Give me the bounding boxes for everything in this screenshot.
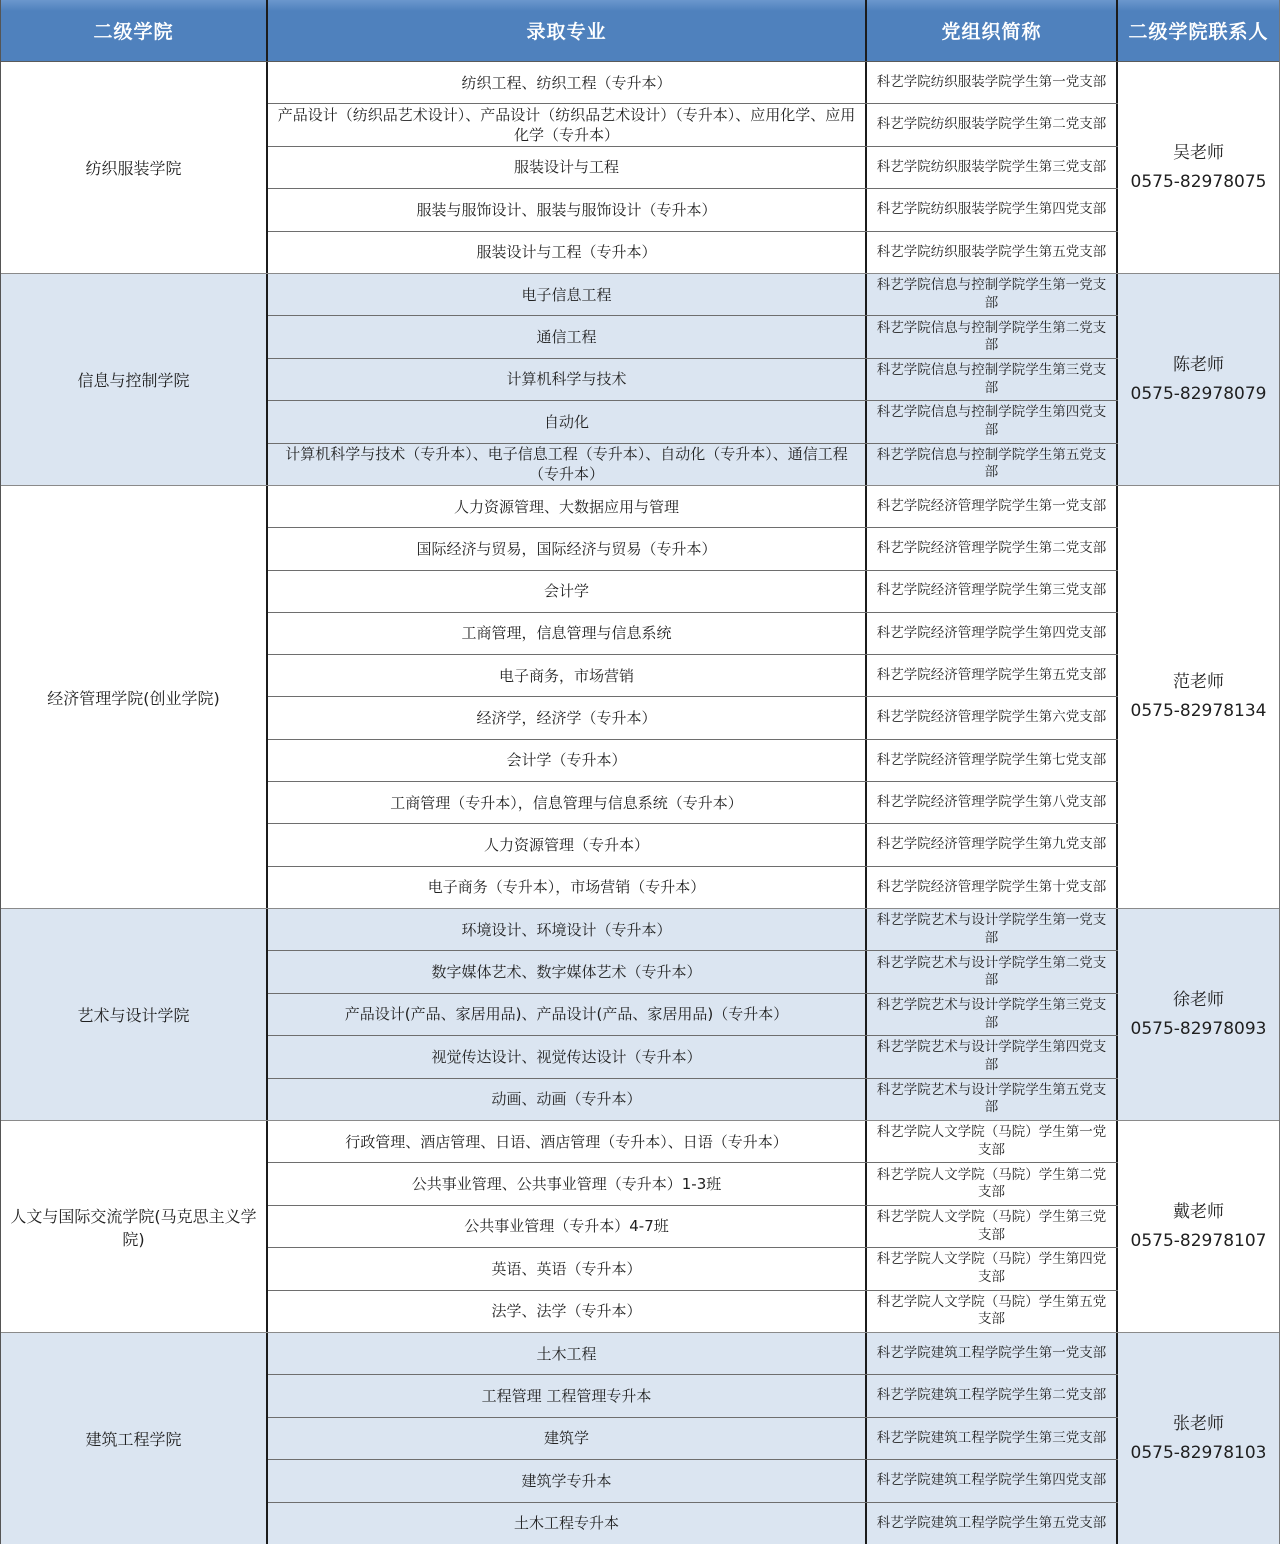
- table-row: [268, 528, 1118, 570]
- major-cell: 会计学（专升本）: [268, 740, 867, 781]
- contact-phone: 0575-82978093: [1130, 1018, 1267, 1039]
- contact-cell: [1118, 909, 1279, 1120]
- party-branch-cell: 科艺学院经济管理学院学生第二党支部: [867, 528, 1118, 569]
- major-party-rows: [268, 1333, 1118, 1544]
- contact-cell: [1118, 274, 1279, 485]
- party-branch-cell: 科艺学院艺术与设计学院学生第四党支部: [867, 1036, 1118, 1077]
- major-cell: 经济学，经济学（专升本）: [268, 697, 867, 738]
- table-row: [268, 655, 1118, 697]
- table-row: [268, 1460, 1118, 1502]
- table-row: [268, 147, 1118, 189]
- contact-name: 范老师: [1173, 672, 1224, 693]
- major-cell: 通信工程: [268, 316, 867, 357]
- college-group: [1, 1121, 1279, 1333]
- table-row: [268, 740, 1118, 782]
- party-branch-cell: 科艺学院信息与控制学院学生第四党支部: [867, 401, 1118, 442]
- table-row: [268, 444, 1118, 485]
- major-cell: 土木工程专升本: [268, 1503, 867, 1544]
- contact-phone: 0575-82978079: [1130, 383, 1267, 404]
- party-branch-cell: 科艺学院人文学院（马院）学生第五党支部: [867, 1291, 1118, 1332]
- college-name: 经济管理学院(创业学院): [1, 486, 268, 908]
- major-cell: 公共事业管理、公共事业管理（专升本）1-3班: [268, 1163, 867, 1204]
- major-party-rows: [268, 486, 1118, 908]
- major-cell: 人力资源管理（专升本）: [268, 824, 867, 865]
- major-cell: 工商管理，信息管理与信息系统: [268, 613, 867, 654]
- table-row: [268, 274, 1118, 316]
- contact-cell: [1118, 1121, 1279, 1332]
- table-row: [268, 1079, 1118, 1120]
- table-row: [268, 613, 1118, 655]
- contact-cell: [1118, 486, 1279, 908]
- major-cell: 土木工程: [268, 1333, 867, 1374]
- contact-phone: 0575-82978107: [1130, 1230, 1267, 1251]
- party-branch-cell: 科艺学院纺织服装学院学生第一党支部: [867, 62, 1118, 103]
- table-row: [268, 316, 1118, 358]
- major-cell: 工程管理 工程管理专升本: [268, 1375, 867, 1416]
- major-cell: 工商管理（专升本），信息管理与信息系统（专升本）: [268, 782, 867, 823]
- table-row: [268, 359, 1118, 401]
- major-cell: 计算机科学与技术: [268, 359, 867, 400]
- table-row: [268, 824, 1118, 866]
- contact-name: 陈老师: [1173, 354, 1224, 375]
- table-body: [1, 62, 1279, 1544]
- table-row: [268, 104, 1118, 146]
- table-row: [268, 1163, 1118, 1205]
- party-branch-cell: 科艺学院人文学院（马院）学生第四党支部: [867, 1248, 1118, 1289]
- party-branch-cell: 科艺学院信息与控制学院学生第一党支部: [867, 274, 1118, 315]
- major-cell: 视觉传达设计、视觉传达设计（专升本）: [268, 1036, 867, 1077]
- college-name: 艺术与设计学院: [1, 909, 268, 1120]
- major-cell: 产品设计（纺织品艺术设计）、产品设计（纺织品艺术设计）（专升本）、应用化学、应用化学（专升本）: [268, 104, 867, 145]
- major-cell: 建筑学专升本: [268, 1460, 867, 1501]
- contact-phone: 0575-82978075: [1130, 171, 1267, 192]
- college-group: [1, 62, 1279, 274]
- party-branch-cell: 科艺学院建筑工程学院学生第一党支部: [867, 1333, 1118, 1374]
- major-cell: 建筑学: [268, 1418, 867, 1459]
- party-branch-cell: 科艺学院经济管理学院学生第十党支部: [867, 867, 1118, 908]
- party-branch-cell: 科艺学院信息与控制学院学生第二党支部: [867, 316, 1118, 357]
- party-branch-cell: 科艺学院经济管理学院学生第八党支部: [867, 782, 1118, 823]
- party-branch-cell: 科艺学院人文学院（马院）学生第一党支部: [867, 1121, 1118, 1162]
- major-cell: 法学、法学（专升本）: [268, 1291, 867, 1332]
- table-row: [268, 909, 1118, 951]
- party-branch-cell: 科艺学院艺术与设计学院学生第二党支部: [867, 951, 1118, 992]
- college-name: 人文与国际交流学院(马克思主义学院): [1, 1121, 268, 1332]
- major-cell: 动画、动画（专升本）: [268, 1079, 867, 1120]
- party-branch-cell: 科艺学院纺织服装学院学生第二党支部: [867, 104, 1118, 145]
- table-row: [268, 189, 1118, 231]
- major-party-rows: [268, 62, 1118, 273]
- table-header-row: [1, 0, 1279, 62]
- major-party-rows: [268, 274, 1118, 485]
- table-row: [268, 401, 1118, 443]
- table-row: [268, 62, 1118, 104]
- major-cell: 会计学: [268, 571, 867, 612]
- major-cell: 电子商务，市场营销: [268, 655, 867, 696]
- college-group: [1, 486, 1279, 909]
- major-cell: 环境设计、环境设计（专升本）: [268, 909, 867, 950]
- party-branch-cell: 科艺学院信息与控制学院学生第三党支部: [867, 359, 1118, 400]
- table-row: [268, 1291, 1118, 1332]
- party-branch-cell: 科艺学院信息与控制学院学生第五党支部: [867, 444, 1118, 485]
- table-row: [268, 951, 1118, 993]
- college-name: 信息与控制学院: [1, 274, 268, 485]
- party-branch-cell: 科艺学院建筑工程学院学生第三党支部: [867, 1418, 1118, 1459]
- party-branch-cell: 科艺学院经济管理学院学生第九党支部: [867, 824, 1118, 865]
- table-row: [268, 1333, 1118, 1375]
- party-branch-cell: 科艺学院经济管理学院学生第四党支部: [867, 613, 1118, 654]
- college-group: [1, 909, 1279, 1121]
- party-branch-cell: 科艺学院经济管理学院学生第六党支部: [867, 697, 1118, 738]
- contact-cell: [1118, 1333, 1279, 1544]
- major-cell: 服装设计与工程（专升本）: [268, 232, 867, 273]
- major-cell: 行政管理、酒店管理、日语、酒店管理（专升本）、日语（专升本）: [268, 1121, 867, 1162]
- header-party: 党组织简称: [867, 0, 1118, 61]
- header-major: 录取专业: [268, 0, 867, 61]
- contact-name: 吴老师: [1173, 142, 1224, 163]
- college-name: 建筑工程学院: [1, 1333, 268, 1544]
- party-branch-cell: 科艺学院纺织服装学院学生第四党支部: [867, 189, 1118, 230]
- party-branch-cell: 科艺学院纺织服装学院学生第三党支部: [867, 147, 1118, 188]
- table-row: [268, 994, 1118, 1036]
- major-cell: 纺织工程、纺织工程（专升本）: [268, 62, 867, 103]
- header-college: 二级学院: [1, 0, 268, 61]
- table-row: [268, 1375, 1118, 1417]
- table-row: [268, 1121, 1118, 1163]
- major-cell: 服装设计与工程: [268, 147, 867, 188]
- college-group: [1, 1333, 1279, 1544]
- major-cell: 国际经济与贸易，国际经济与贸易（专升本）: [268, 528, 867, 569]
- major-cell: 英语、英语（专升本）: [268, 1248, 867, 1289]
- party-branch-cell: 科艺学院经济管理学院学生第三党支部: [867, 571, 1118, 612]
- party-branch-cell: 科艺学院艺术与设计学院学生第一党支部: [867, 909, 1118, 950]
- major-cell: 自动化: [268, 401, 867, 442]
- party-branch-cell: 科艺学院人文学院（马院）学生第三党支部: [867, 1206, 1118, 1247]
- major-party-rows: [268, 909, 1118, 1120]
- party-branch-cell: 科艺学院艺术与设计学院学生第三党支部: [867, 994, 1118, 1035]
- party-branch-cell: 科艺学院经济管理学院学生第七党支部: [867, 740, 1118, 781]
- contact-phone: 0575-82978103: [1130, 1442, 1267, 1463]
- party-branch-cell: 科艺学院建筑工程学院学生第二党支部: [867, 1375, 1118, 1416]
- contact-name: 戴老师: [1173, 1201, 1224, 1222]
- party-branch-cell: 科艺学院建筑工程学院学生第五党支部: [867, 1503, 1118, 1544]
- college-group: [1, 274, 1279, 486]
- major-party-rows: [268, 1121, 1118, 1332]
- party-branch-cell: 科艺学院纺织服装学院学生第五党支部: [867, 232, 1118, 273]
- major-cell: 电子商务（专升本），市场营销（专升本）: [268, 867, 867, 908]
- table-row: [268, 232, 1118, 273]
- table-row: [268, 571, 1118, 613]
- contact-name: 张老师: [1173, 1413, 1224, 1434]
- college-name: 纺织服装学院: [1, 62, 268, 273]
- table-row: [268, 1248, 1118, 1290]
- major-cell: 人力资源管理、大数据应用与管理: [268, 486, 867, 527]
- table-row: [268, 1418, 1118, 1460]
- party-branch-cell: 科艺学院建筑工程学院学生第四党支部: [867, 1460, 1118, 1501]
- table-row: [268, 1206, 1118, 1248]
- table-row: [268, 782, 1118, 824]
- party-branch-cell: 科艺学院经济管理学院学生第一党支部: [867, 486, 1118, 527]
- table-row: [268, 867, 1118, 908]
- table-row: [268, 1036, 1118, 1078]
- table-row: [268, 697, 1118, 739]
- table-row: [268, 486, 1118, 528]
- party-branch-cell: 科艺学院经济管理学院学生第五党支部: [867, 655, 1118, 696]
- major-cell: 公共事业管理（专升本）4-7班: [268, 1206, 867, 1247]
- table-row: [268, 1503, 1118, 1544]
- contact-phone: 0575-82978134: [1130, 701, 1267, 721]
- major-cell: 服装与服饰设计、服装与服饰设计（专升本）: [268, 189, 867, 230]
- header-contact: 二级学院联系人: [1118, 0, 1279, 61]
- major-cell: 电子信息工程: [268, 274, 867, 315]
- major-cell: 数字媒体艺术、数字媒体艺术（专升本）: [268, 951, 867, 992]
- contact-name: 徐老师: [1173, 989, 1224, 1010]
- party-branch-cell: 科艺学院艺术与设计学院学生第五党支部: [867, 1079, 1118, 1120]
- major-cell: 产品设计(产品、家居用品)、产品设计(产品、家居用品)（专升本）: [268, 994, 867, 1035]
- contact-cell: [1118, 62, 1279, 273]
- party-branch-cell: 科艺学院人文学院（马院）学生第二党支部: [867, 1163, 1118, 1204]
- major-cell: 计算机科学与技术（专升本）、电子信息工程（专升本）、自动化（专升本）、通信工程（专升本）: [268, 444, 867, 485]
